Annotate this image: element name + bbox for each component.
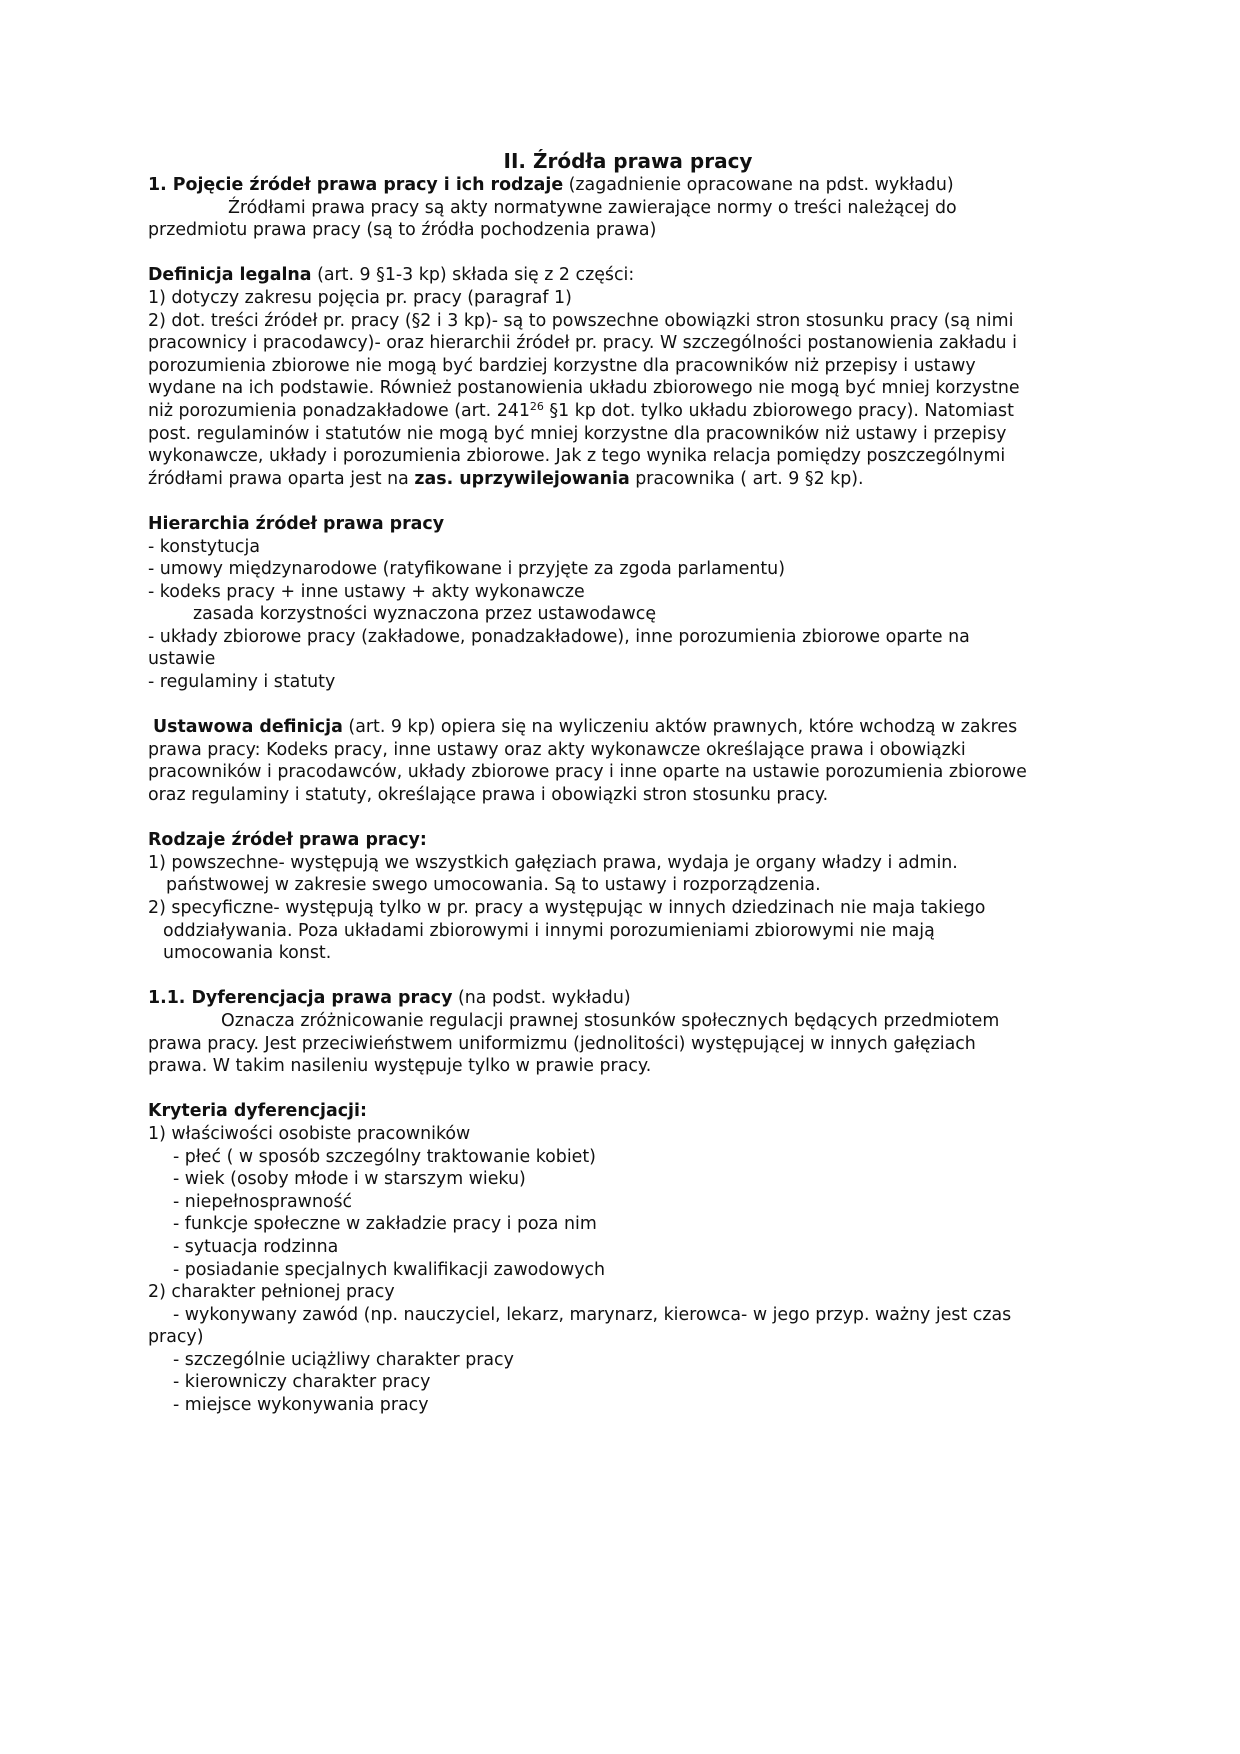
differentiation-heading: 1.1. Dyferencjacja prawa pracy — [148, 988, 453, 1009]
definition-heading-rest: (art. 9 §1-3 kp) składa się z 2 części: — [311, 265, 635, 286]
list-item-note: zasada korzystności wyznaczona przez ustawodawcę — [193, 604, 657, 625]
list-item: 2) specyficzne- występują tylko w pr. pracy a występując w innych dziedzinach nie maja takiego — [148, 898, 986, 918]
list-item-continuation: ustawie — [148, 649, 216, 670]
list-item: - posiadanie specjalnych kwalifikacji zawodowych — [173, 1259, 606, 1280]
list-item: - wykonywany zawód (np. nauczyciel, lekarz, marynarz, kierowca- w jego przyp. ważny jest czas — [173, 1304, 1012, 1325]
paragraph-line: 1) dotyczy zakresu pojęcia pr. pracy (paragraf 1) — [148, 287, 572, 308]
paragraph-line: post. regulaminów i statutów nie mogą być mniej korzystne dla pracowników niż ustawy i przepisy — [148, 423, 1007, 444]
list-item-continuation: oddziaływania. Poza układami zbiorowymi i innymi porozumieniami zbiorowymi nie mają — [163, 920, 935, 941]
paragraph-line: 2) dot. treści źródeł pr. pracy (§2 i 3 kp)- są to powszechne obowiązki stron stosunku pracy (są nimi — [148, 310, 1014, 331]
document-title: II. Źródła prawa pracy — [503, 149, 753, 173]
paragraph-line: porozumienia zbiorowe nie mogą być bardziej korzystne dla pracowników niż przepisy i ustawy — [148, 355, 976, 376]
paragraph-line — [148, 400, 1088, 423]
paragraph-line: prawa pracy: Kodeks pracy, inne ustawy oraz akty wykonawcze określające prawa i obowiązki — [148, 739, 966, 760]
list-item: 1) powszechne- występują we wszystkich gałęziach prawa, wydaja je organy władzy i admin. — [148, 852, 958, 873]
document-page — [148, 148, 1088, 1417]
paragraph-line: Oznacza zróżnicowanie regulacji prawnej stosunków społecznych będących przedmiotem — [221, 1010, 1000, 1031]
paragraph-line: wydane na ich podstawie. Również postanowienia układu zbiorowego nie mogą być mniej korzystne — [148, 378, 1020, 399]
list-item: - układy zbiorowe pracy (zakładowe, ponadzakładowe), inne porozumienia zbiorowe oparte na — [148, 626, 970, 647]
types-heading: Rodzaje źródeł prawa pracy: — [148, 830, 427, 851]
statutory-definition-heading: Ustawowa definicja — [153, 717, 343, 738]
list-item: - wiek (osoby młode i w starszym wieku) — [173, 1169, 526, 1190]
paragraph-line: wykonawcze, układy i porozumienia zbiorowe. Jak z tego wynika relacja pomiędzy poszczególnymi — [148, 446, 1006, 467]
statutory-definition-line — [148, 716, 1088, 739]
definition-heading: Definicja legalna — [148, 265, 312, 286]
list-item: - kodeks pracy + inne ustawy + akty wykonawcze — [148, 581, 585, 602]
list-item: - sytuacja rodzinna — [173, 1236, 339, 1257]
paragraph-line: oraz regulaminy i statuty, określające prawa i obowiązki stron stosunku pracy. — [148, 785, 829, 806]
text-run: niż porozumienia ponadzakładowe (art. 241 — [148, 400, 530, 421]
superscript: 26 — [529, 399, 544, 413]
list-item: - płeć ( w sposób szczególny traktowanie kobiet) — [173, 1146, 596, 1167]
list-item: - umowy międzynarodowe (ratyfikowane i przyjęte za zgoda parlamentu) — [148, 559, 785, 580]
text-run: (art. 9 kp) opiera się na wyliczeniu aktów prawnych, które wchodzą w zakres — [342, 717, 1018, 738]
differentiation-heading-line — [148, 987, 1088, 1010]
criteria-group: 2) charakter pełnionej pracy — [148, 1282, 395, 1303]
list-item-continuation: pracy) — [148, 1327, 204, 1348]
list-item: - kierowniczy charakter pracy — [173, 1372, 431, 1393]
section-1-heading-note: (zagadnienie opracowane na pdst. wykładu) — [563, 175, 954, 195]
paragraph-line: pracownicy i pracodawcy)- oraz hierarchii źródeł pr. pracy. W szczególności postanowienia zakładu i — [148, 333, 1017, 354]
list-item: - szczególnie uciążliwy charakter pracy — [173, 1349, 514, 1370]
definition-heading-line — [148, 264, 1088, 287]
paragraph-line: Źródłami prawa pracy są akty normatywne zawierające normy o treści należącej do — [228, 197, 957, 218]
section-1-heading-line — [148, 174, 1088, 197]
list-item-continuation: państwowej w zakresie swego umocowania. Są to ustawy i rozporządzenia. — [166, 875, 821, 896]
paragraph-line: prawa. W takim nasileniu występuje tylko w prawie pracy. — [148, 1056, 652, 1077]
paragraph-line — [148, 468, 1088, 491]
list-item: - miejsce wykonywania pracy — [173, 1395, 429, 1416]
list-item: - funkcje społeczne w zakładzie pracy i poza nim — [173, 1214, 597, 1235]
criteria-group: 1) właściwości osobiste pracowników — [148, 1123, 471, 1144]
list-item-continuation: umocowania konst. — [163, 943, 332, 964]
paragraph-line: pracowników i pracodawców, układy zbiorowe pracy i inne oparte na ustawie porozumienia zbiorowe — [148, 762, 1027, 783]
criteria-heading: Kryteria dyferencjacji: — [148, 1101, 367, 1122]
list-item: - regulaminy i statuty — [148, 672, 336, 693]
text-run: źródłami prawa oparta jest na — [148, 468, 415, 489]
section-1-heading: 1. Pojęcie źródeł prawa pracy i ich rodzaje — [148, 175, 564, 195]
differentiation-heading-note: (na podst. wykładu) — [452, 988, 631, 1009]
paragraph-line: prawa pracy. Jest przeciwieństwem uniformizmu (jednolitości) występującej w innych gałęziach — [148, 1033, 976, 1054]
text-run: pracownika ( art. 9 §2 kp). — [629, 468, 864, 489]
list-item: - niepełnosprawność — [173, 1191, 353, 1212]
list-item: - konstytucja — [148, 536, 260, 557]
paragraph-line: przedmiotu prawa pracy (są to źródła pochodzenia prawa) — [148, 220, 657, 241]
hierarchy-heading: Hierarchia źródeł prawa pracy — [148, 513, 445, 534]
emphasis-text: zas. uprzywilejowania — [414, 468, 630, 489]
text-run: §1 kp dot. tylko układu zbiorowego pracy). Natomiast — [543, 400, 1014, 421]
